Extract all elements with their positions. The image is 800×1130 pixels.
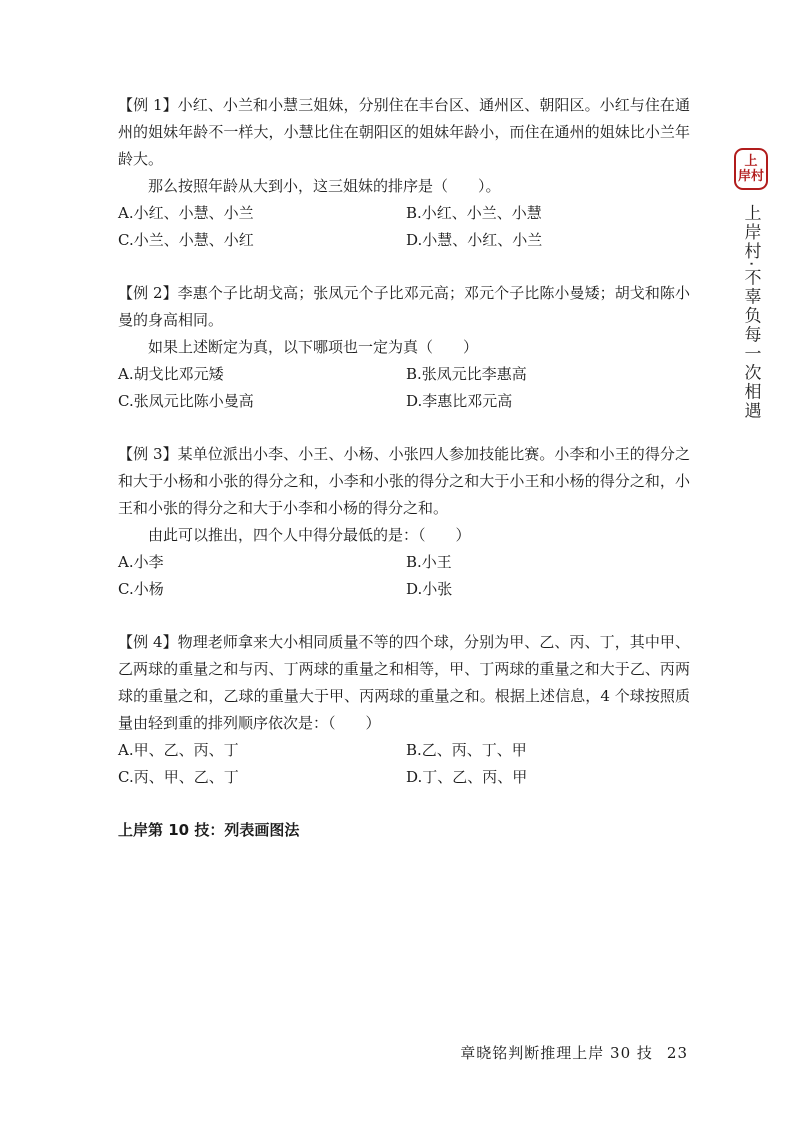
option-list	[118, 737, 690, 791]
option-d: D.丁、乙、丙、甲	[406, 768, 528, 786]
question-example-2	[118, 280, 690, 415]
question-example-1	[118, 92, 690, 254]
option-c: C.小杨	[118, 580, 164, 598]
question-stem	[118, 92, 690, 173]
question-text: 小红、小兰和小慧三姐妹，分别住在丰台区、通州区、朝阳区。小红与住在通州的姐妹年龄不一样大，小慧比住在朝阳区的姐妹年龄小，而住在通州的姐妹比小兰年龄大。	[118, 96, 690, 168]
section-title: 上岸第 10 技：列表画图法	[118, 821, 300, 839]
option-b: B.乙、丙、丁、甲	[406, 741, 527, 759]
option-d: D.小张	[406, 580, 453, 598]
question-tag: 【例 2】	[118, 284, 178, 302]
option-c: C.小兰、小慧、小红	[118, 231, 254, 249]
question-example-4	[118, 629, 690, 791]
question-ask: 由此可以推出，四个人中得分最低的是：（ ）	[148, 526, 471, 544]
question-stem	[118, 441, 690, 522]
question-text: 某单位派出小李、小王、小杨、小张四人参加技能比赛。小李和小王的得分之和大于小杨和小张的得分之和，小李和小张的得分之和大于小王和小杨的得分之和，小王和小张的得分之和大于小李和小杨的得分之和。	[118, 445, 690, 517]
page-content	[118, 92, 690, 844]
option-c: C.张凤元比陈小曼高	[118, 392, 254, 410]
side-brand	[729, 148, 773, 420]
option-d: D.小慧、小红、小兰	[406, 231, 543, 249]
question-ask: 如果上述断定为真，以下哪项也一定为真（ ）	[148, 338, 479, 356]
book-title: 章晓铭判断推理上岸 30 技	[460, 1044, 653, 1062]
option-list	[118, 361, 690, 415]
seal-bottom-chars: 岸村	[737, 169, 764, 184]
option-d: D.李惠比邓元高	[406, 392, 513, 410]
option-b: B.张凤元比李惠高	[406, 365, 527, 383]
brand-slogan: 上岸村·不辜负每一次相遇	[740, 204, 761, 421]
option-a: A.小红、小慧、小兰	[118, 204, 254, 222]
question-stem	[118, 280, 690, 334]
page-footer	[460, 1042, 688, 1063]
option-b: B.小王	[406, 553, 452, 571]
question-stem	[118, 629, 690, 737]
question-text: 李惠个子比胡戈高；张凤元个子比邓元高；邓元个子比陈小曼矮；胡戈和陈小曼的身高相同。	[118, 284, 690, 329]
option-a: A.甲、乙、丙、丁	[118, 741, 239, 759]
page-number: 23	[666, 1044, 688, 1062]
option-list	[118, 549, 690, 603]
question-ask: 那么按照年龄从大到小，这三姐妹的排序是（ ）。	[148, 177, 501, 195]
question-tag: 【例 4】	[118, 633, 178, 651]
question-tag: 【例 3】	[118, 445, 178, 463]
question-text: 物理老师拿来大小相同质量不等的四个球，分别为甲、乙、丙、丁，其中甲、乙两球的重量之和与丙、丁两球的重量之和相等，甲、丁两球的重量之和大于乙、丙两球的重量之和，乙球的重量大于甲、丙两球的重量之和。根据上述信息，4 个球按照质量由轻到重的排列顺序依次是：（ ）	[118, 633, 690, 732]
option-c: C.丙、甲、乙、丁	[118, 768, 239, 786]
brand-seal-logo	[734, 148, 768, 190]
seal-top-char: 上	[744, 154, 758, 169]
option-a: A.胡戈比邓元矮	[118, 365, 224, 383]
option-b: B.小红、小兰、小慧	[406, 204, 542, 222]
option-a: A.小李	[118, 553, 164, 571]
question-example-3	[118, 441, 690, 603]
question-tag: 【例 1】	[118, 96, 178, 114]
option-list	[118, 200, 690, 254]
